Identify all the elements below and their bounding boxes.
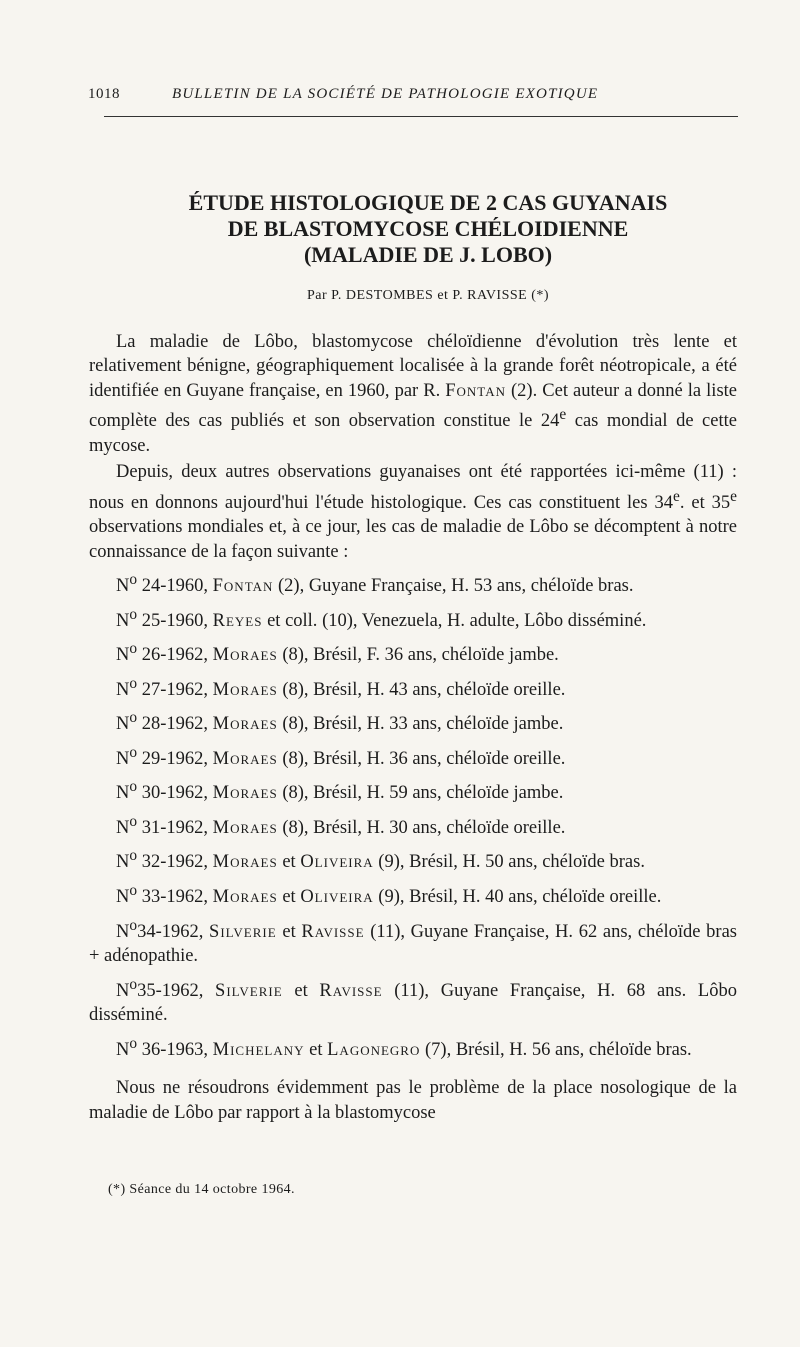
article-authors: Par P. DESTOMBES et P. RAVISSE (*) [306,288,550,303]
title-line-3: (MALADIE DE J. LOBO) [303,242,553,267]
case-entry: $N^o35-1962$, Silverie et Ravisse (11), Guyane Française, H. 68 ans. Lôbo disséminé. [89,975,737,1026]
case-entry: $N^o$ 24-1960, Fontan (2), Guyane Française, H. 53 ans, chéloïde bras. [116,570,634,597]
journal-title: BULLETIN DE LA SOCIÉTÉ DE PATHOLOGIE EXOTIQUE [172,86,599,102]
running-head [88,86,736,110]
case-entry: $N^o$ 36-1963, Michelany et Lagonegro (7), Brésil, H. 56 ans, chéloïde bras. [116,1034,692,1060]
case-entry: $N^o$ 31-1962, Moraes (8), Brésil, H. 30 ans, chéloïde oreille. [116,812,566,839]
case-entry: $N^o$ 27-1962, Moraes (8), Brésil, H. 43 ans, chéloïde oreille. [116,674,566,700]
footnote: (*) Séance du 14 octobre 1964. [108,1182,295,1197]
author-name: Fontan [445,380,506,401]
case-entry: $N^o$ 30-1962, Moraes (8), Brésil, H. 59 ans, chéloïde jambe. [116,778,564,804]
case-entry: $N^o$ 32-1962, Moraes et Oliveira (9), Brésil, H. 50 ans, chéloïde bras. [116,847,645,873]
case-entry: $N^o$ 33-1962, Moraes et Oliveira (9), Brésil, H. 40 ans, chéloïde oreille. [116,882,662,908]
case-entry: $N^o34-1962$, Silverie et Ravisse (11), Guyane Française, H. 62 ans, chéloïde bras + adénopathie. [89,916,737,967]
paragraph-final: Nous ne résoudrons évidemment pas le problème de la place nosologique de la maladie de Lôbo par rapport à la blastomycose [89,1078,737,1123]
article-title [88,190,768,268]
case-list [89,568,737,1062]
paragraph-intro: La maladie de Lôbo, blastomycose chéloïdienne d'évolution très lente et relativement bénigne, géographiquement localisée à la grande forêt néotropicale, a été identifiée en Guyane française, en 1960, par R. Fontan (2). Cet auteur a donné la liste complète des cas publiés et son observation constitue le 24e cas mondial de cette mycose. [89,332,737,456]
case-entry: $N^o$ 25-1960, Reyes et coll. (10), Venezuela, H. adulte, Lôbo disséminé. [116,605,647,631]
case-entry: $N^o$ 26-1962, Moraes (8), Brésil, F. 36 ans, chéloïde jambe. [116,640,559,666]
paragraph-cases-intro: Depuis, deux autres observations guyanaises ont été rapportées ici-même (11) : nous en donnons aujourd'hui l'étude histologique. Ces cas constituent les 34e. et 35e observations mondiales et, à ce jour, les cas de maladie de Lôbo se décomptent à notre connaissance de la façon suivante : [89,462,737,562]
page-number: 1018 [88,86,120,102]
case-entry: $N^o$ 28-1962, Moraes (8), Brésil, H. 33 ans, chéloïde jambe. [116,709,564,735]
article-body [89,330,737,1125]
case-entry: $N^o$ 29-1962, Moraes (8), Brésil, H. 36 ans, chéloïde oreille. [116,743,566,769]
header-rule [104,116,738,117]
title-line-2: DE BLASTOMYCOSE CHÉLOIDIENNE [227,216,629,241]
title-line-1: ÉTUDE HISTOLOGIQUE DE 2 CAS GUYANAIS [188,190,668,215]
